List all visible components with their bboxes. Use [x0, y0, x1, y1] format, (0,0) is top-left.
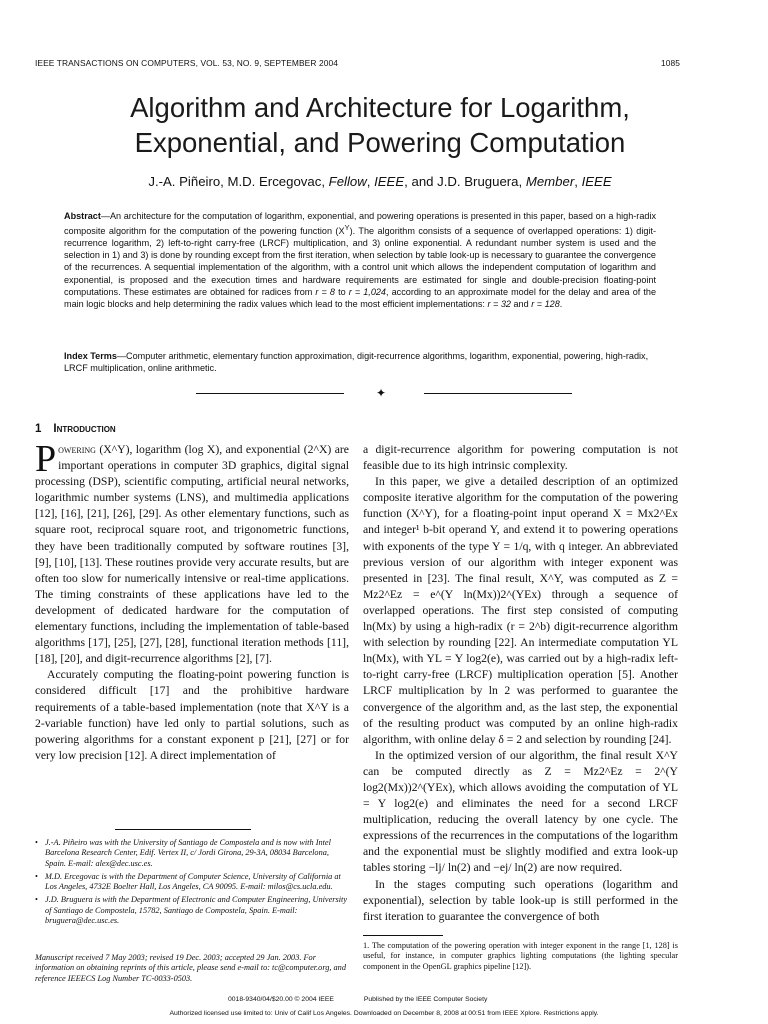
abstract-text-3: to	[334, 286, 349, 297]
author-2-grade: Member	[525, 174, 575, 189]
intro-text-1: (X^Y), logarithm (log X), and exponential (2^X) are important operations in computer 3D graphics, digital signal processing (DSP), scientific computing, artificial neural networks, logarithmic number systems (LNS), and multimedia applications [12], [16], [21], [26], [29]. As other elementary functions, such as square root, reciprocal square root, and trigonometric functions, they have been traditionally computed by software routines [3], [9], [10], [13]. These routines provide very accurate results, but are often too slow for numerically intensive or real-time applications. The timing constraints of these applications have led to the development of dedicated hardware for the computation of elementary functions, including the implementation of table-based algorithms [17], [25], [27], [28], functional iteration methods [11], [18], [20], and digit-recurrence algorithms [2], [7].	[35, 443, 349, 666]
diamond-icon: ✦	[376, 386, 387, 400]
right-column	[363, 442, 678, 925]
paper-title	[30, 90, 730, 160]
abstract-radix-min: r = 8	[315, 286, 335, 297]
intro-paragraph-1	[35, 438, 349, 667]
divider-line-right	[424, 393, 572, 394]
abstract-label: Abstract	[64, 211, 101, 221]
affiliation-text: J.D. Bruguera is with the Department of Electronic and Computer Engineering, University of Santiago de Compostela, 15782, Santiago de Compostela, Spain. E-mail: bruguera@dec.usc.es.	[45, 895, 348, 926]
index-terms-text: —Computer arithmetic, elementary function approximation, digit-recurrence algorithms, logarithm, exponential, powering, high-radix, LRCF multiplication, online arithmetic.	[64, 351, 649, 374]
abstract-text-4: , according to an approximate model for the delay and area of the main logic blocks and help determining the radix values which lead to the most efficient implementations:	[64, 286, 656, 309]
drop-cap: P	[35, 438, 57, 480]
affiliation-text: J.-A. Piñeiro was with the University of Santiago de Compostela and is now with Intel Barcelona Research Center, Edif. Vertex II, c/ Jordi Girona, 29-3A, 08034 Barcelona, Spain. E-mail: alex@dec.usc.es.	[45, 838, 331, 868]
footnote-1: 1. The computation of the powering operation with integer exponent in the range [1, 128] is useful, for instance, in computer graphics lighting computations (the lighting specular component in the OpenGL graphics pipeline [12]).	[363, 941, 678, 971]
right-paragraph-3: In the optimized version of our algorithm, the final result X^Y can be computed directly as Z = Mz2^Ez = 2^(Y log2(Mx))2^(YEx), which allows avoiding the computation of YL = Y log2(e) and eliminates the need for a second LRCF multiplication, reducing the overall latency by one cycle. The expressions of the recurrences in the computations of the logarithm and the exponential must be slightly modified and extra look-up tables storing −lj/ ln(2) and −ej/ ln(2) are now required.	[363, 748, 678, 875]
author-line: J.-A. Piñeiro, M.D. Ercegovac, Fellow, IEEE, and J.D. Bruguera, Member, IEEE	[148, 174, 612, 189]
intro-first-word: owering	[58, 443, 96, 456]
abstract-text-2: ). The algorithm consists of a sequence of overlapped operations: 1) digit-recurrence logarithm, 2) left-to-right carry-free (LRCF) multiplication, and 3) online exponential. A redundant number system is used and the selection in 1) and 3) is done by rounding except from the first iteration, when selection by table look-up is necessary to guarantee the convergence of the recurrences. A sequential implementation of the algorithm, with a control unit which allows the independent computation of logarithm and exponential, is proposed and the execution times and hardware requirements are estimated for single and double-precision floating-point computations. These estimates are obtained for radices from	[64, 226, 657, 297]
abstract-text-6: .	[559, 298, 563, 309]
title-line-2: Exponential, and Powering Computation	[134, 127, 626, 158]
bullet-icon: •	[35, 895, 38, 905]
running-head	[35, 58, 680, 68]
left-column	[35, 438, 349, 764]
abstract-text-5: and	[510, 298, 532, 309]
index-terms-label: Index Terms	[64, 351, 117, 361]
section-divider	[196, 386, 572, 400]
divider-line-left	[196, 393, 344, 394]
author-2-org: IEEE	[581, 174, 612, 189]
author-1: J.-A. Piñeiro, M.D. Ercegovac,	[148, 174, 325, 189]
abstract-sup: Y	[344, 223, 350, 233]
abstract-radix-best-2: r = 128	[531, 298, 560, 309]
bullet-icon: •	[35, 838, 38, 847]
affiliation-3	[35, 895, 349, 926]
right-paragraph-2: In this paper, we give a detailed description of an optimized composite iterative algorithm for the computation of the powering function (X^Y), for a floating-point input operand X = Mx2^Ex and integer¹ b-bit operand Y, and extend it to powering operations with exponents of the type Y = 1/q, with q integer. An abbreviated previous version of our algorithm with integer exponent was presented in [23]. The final result, X^Y, was computed as Z = Mz2^Ez = e^(Y ln(Mx))2^(YEx) through a sequence of overlapped operations. The first step consisted of computing ln(Mx) by using a high-radix (r = 2^b) digit-recurrence algorithm with selection by rounding [22]. An intermediate computation YL ln(Mx), with YL = Y log2(e), was carried out by a high-radix left-to-right carry-free (LRCF) multiplication operation [5]. Another LRCF multiplication by ln 2 was performed to guarantee the convergence of the algorithm and, as the last step, the exponential of the resulting product was computed by an online high-radix algorithm, with online delay δ = 2 and selection by rounding [24].	[363, 475, 678, 746]
title-line-1: Algorithm and Architecture for Logarithm,	[130, 92, 630, 123]
section-number: 1	[35, 423, 42, 435]
abstract-radix-max: r = 1,024	[348, 286, 386, 297]
affiliation-1	[35, 838, 349, 869]
abstract	[64, 210, 656, 310]
author-1-grade: Fellow	[328, 174, 367, 189]
footnote-rule-left	[115, 829, 251, 830]
intro-paragraph-2: Accurately computing the floating-point powering function is considered difficult [17] and the prohibitive hardware requirements of a table-based implementation (note that X^Y is a 2-variable function) have led only to partial solutions, such as powering algorithms for a constant exponent p [21], [27] or for very low precision [12]. A direct implementation of	[35, 668, 349, 762]
section-heading	[35, 423, 116, 435]
copyright-line	[228, 996, 515, 1003]
license-notice: Authorized licensed use limited to: Univ of Calif Los Angeles. Downloaded on December 8, 2008 at 00:51 from IEEE Xplore. Restrictions apply.	[169, 1010, 599, 1017]
publisher-text: Published by the IEEE Computer Society	[363, 996, 488, 1003]
index-terms	[64, 350, 656, 374]
affiliations	[35, 838, 349, 929]
journal-running-title: IEEE TRANSACTIONS ON COMPUTERS, VOL. 53, NO. 9, SEPTEMBER 2004	[35, 58, 338, 68]
author-1-org: IEEE	[374, 174, 405, 189]
issn-text: 0018-9340/04/$20.00 © 2004 IEEE	[228, 996, 334, 1003]
section-title: Introduction	[53, 423, 116, 435]
abstract-radix-best-1: r = 32	[487, 298, 511, 309]
right-paragraph-4: In the stages computing such operations (logarithm and exponential), selection by table look-up is still performed in the first iteration to guarantee the convergence of both	[363, 877, 678, 923]
right-paragraph-1: a digit-recurrence algorithm for powering computation is not feasible due to its high intrinsic complexity.	[363, 443, 678, 473]
author-2: and J.D. Bruguera,	[411, 174, 523, 189]
manuscript-note: Manuscript received 7 May 2003; revised 19 Dec. 2003; accepted 29 Jan. 2003. For information on obtaining reprints of this article, please send e-mail to: tc@computer.org, and reference IEEECS Log Number TC-0033-0503.	[35, 953, 346, 983]
abstract-text-1: —An architecture for the computation of logarithm, exponential, and powering operations is presented in this paper, based on a high-radix composite algorithm for the computation of the powering function (X	[64, 211, 656, 237]
page-number: 1085	[660, 58, 680, 68]
footnote-rule-right	[363, 935, 443, 936]
affiliation-text: M.D. Ercegovac is with the Department of Computer Science, University of California at Los Angeles, 4732E Boelter Hall, Los Angeles, CA 90095. E-mail: milos@cs.ucla.edu.	[45, 871, 341, 892]
affiliation-2	[35, 872, 349, 893]
bullet-icon: •	[35, 871, 38, 881]
